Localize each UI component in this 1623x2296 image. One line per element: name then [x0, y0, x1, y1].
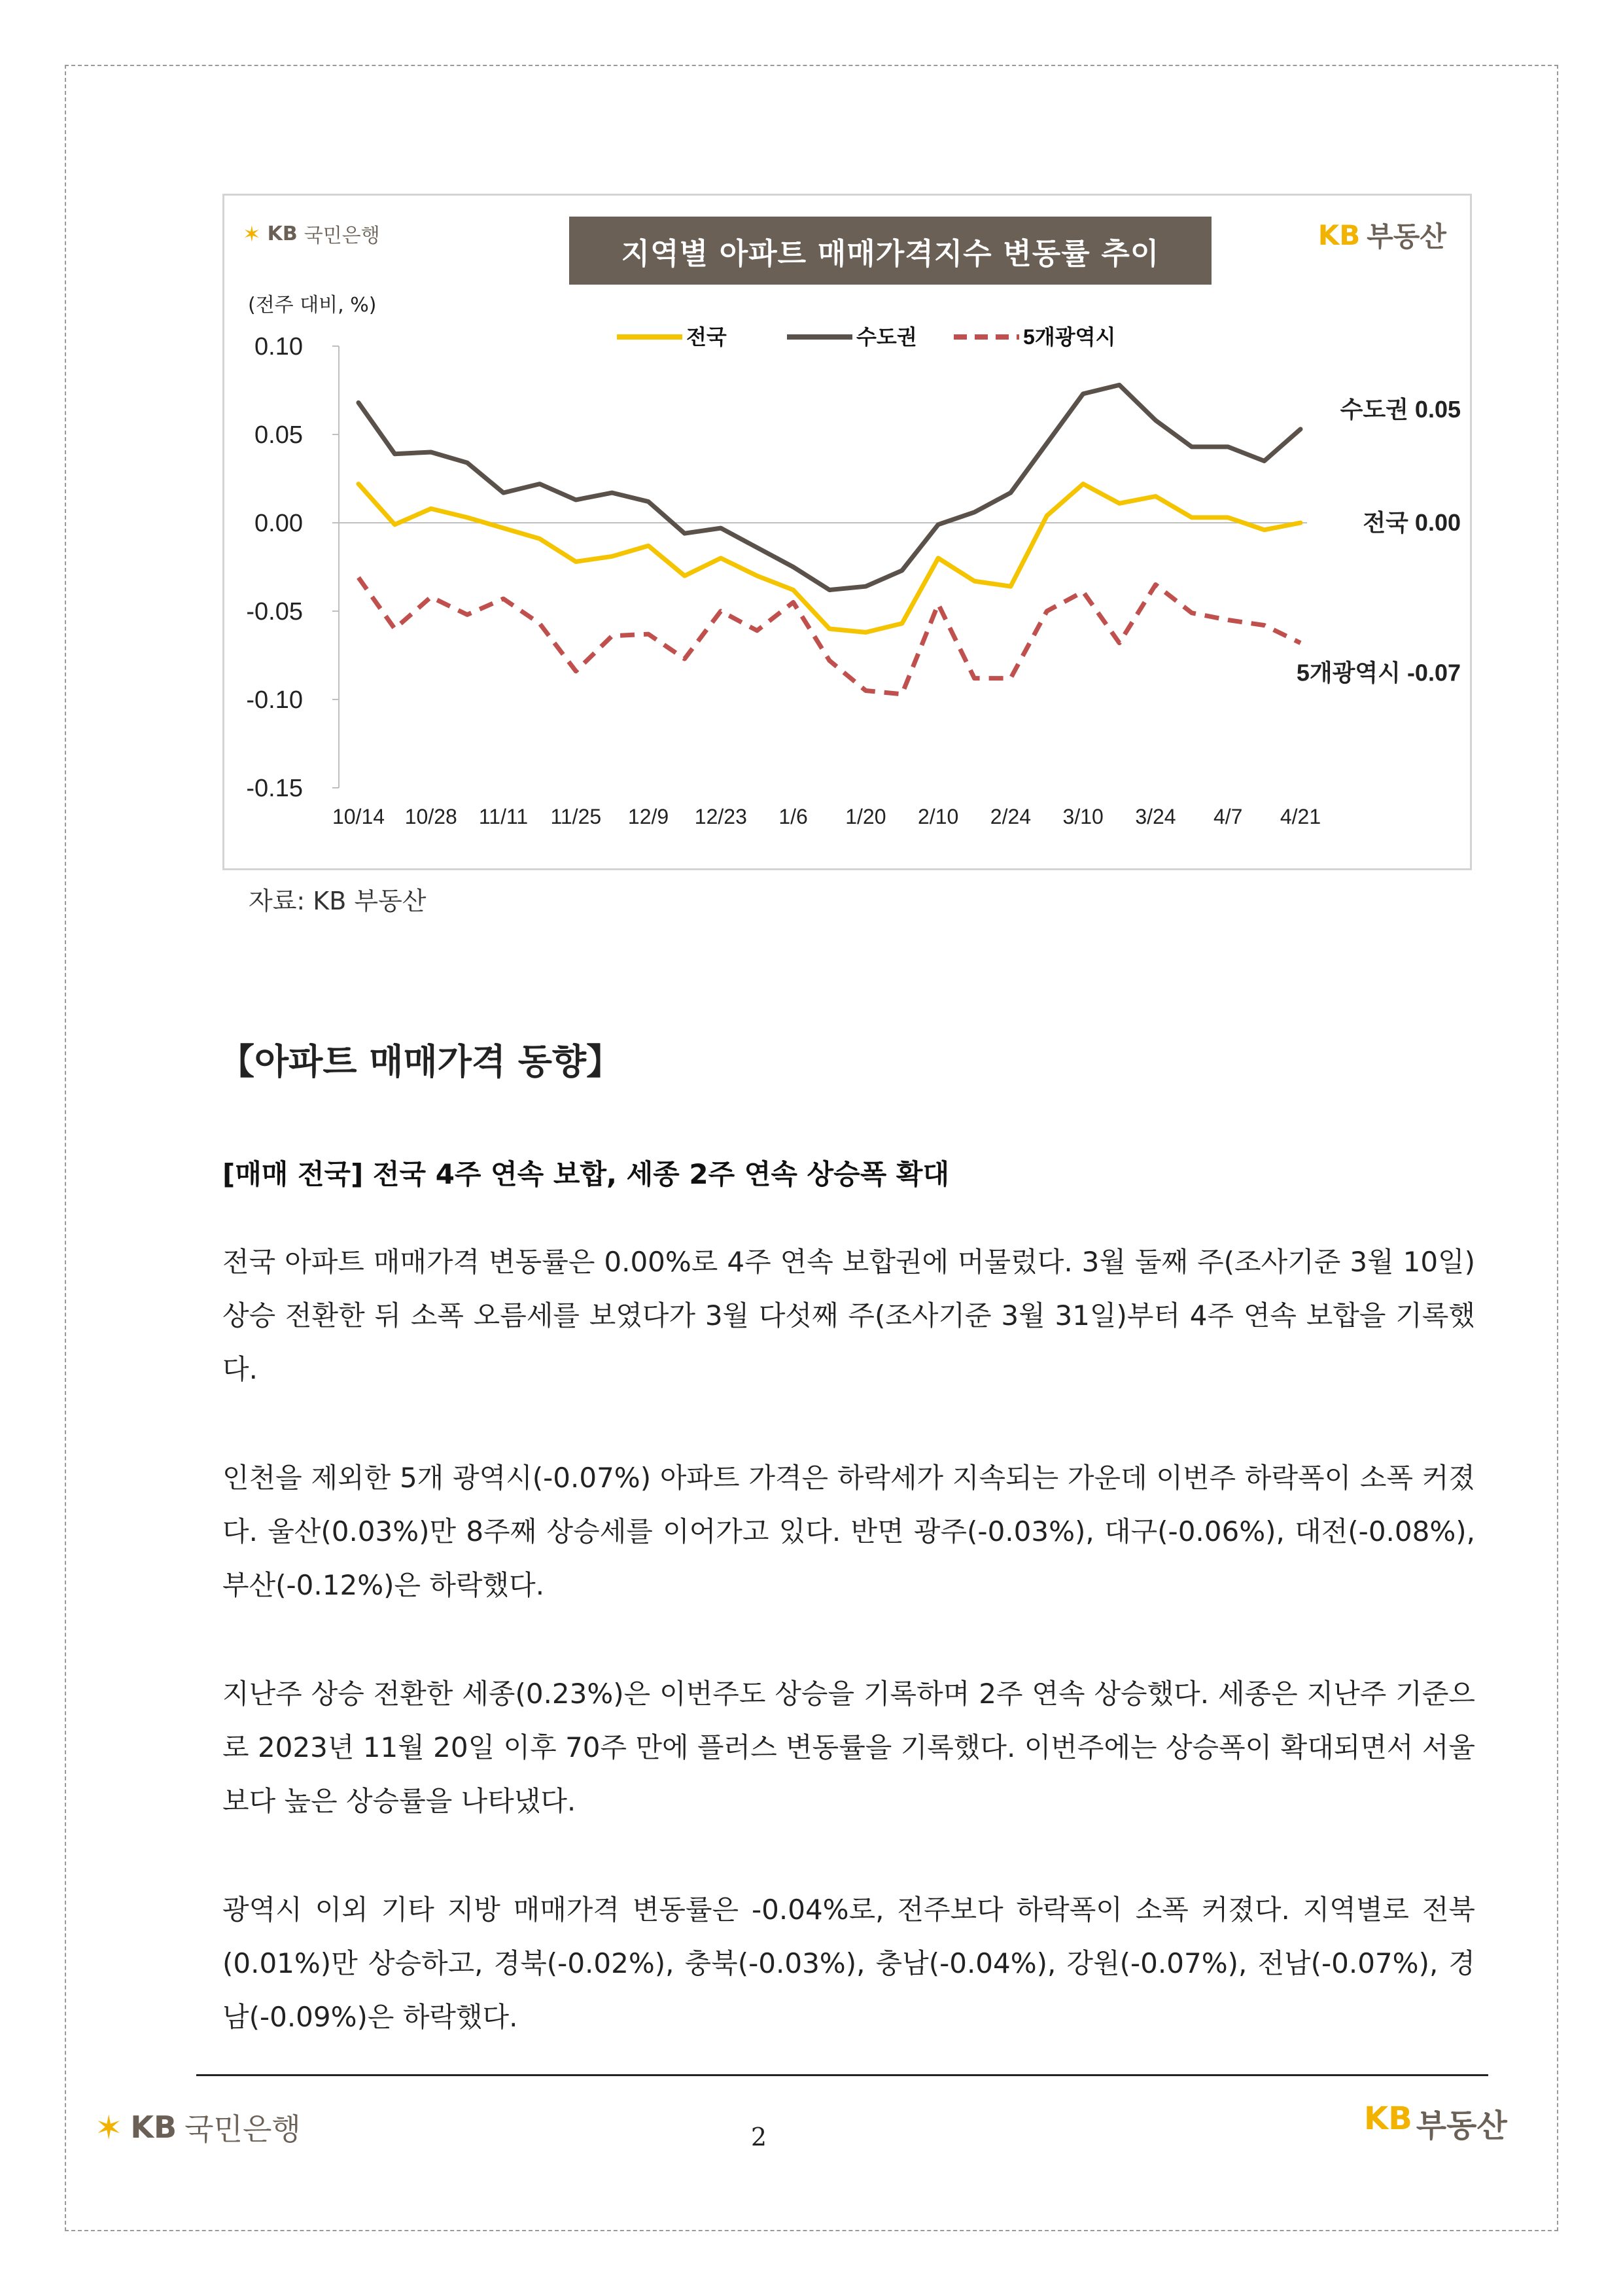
source-note: 자료: KB 부동산 [249, 887, 427, 915]
chart-land-logo [1318, 215, 1446, 255]
x-tick-label: 2/24 [990, 805, 1032, 828]
paragraph-2: 인천을 제외한 5개 광역시(-0.07%) 아파트 가격은 하락세가 지속되는 가운데 이번주 하락폭이 소폭 커졌다. 울산(0.03%)만 8주째 상승세를 이어가고 있다. 반면 광주(-0.03%), 대구(-0.06%), 대전(-0.08%), 부산(-0.12%)은 하락했다. [222, 1462, 1475, 1601]
end-label: 전국 0.00 [1363, 509, 1461, 536]
subtitle: [매매 전국] 전국 4주 연속 보합, 세종 2주 연속 상승폭 확대 [222, 1158, 950, 1190]
x-tick-label: 3/24 [1135, 805, 1176, 828]
y-axis-unit-label: (전주 대비, %) [248, 294, 377, 317]
y-tick-label: -0.10 [246, 686, 303, 714]
end-label: 수도권 0.05 [1340, 395, 1461, 423]
x-tick-label: 10/28 [404, 805, 457, 828]
y-tick-label: 0.05 [254, 421, 303, 449]
footer-bank-logo [95, 2106, 301, 2149]
kb-star-icon: ✶ [243, 221, 261, 247]
x-tick-label: 11/11 [478, 805, 529, 828]
footer-divider [196, 2074, 1488, 2076]
series-line-3 [358, 578, 1300, 694]
footer-bank-kb: KB [130, 2110, 177, 2145]
chart-container [222, 194, 1472, 870]
paragraph-1: 전국 아파트 매매가격 변동률은 0.00%로 4주 연속 보합권에 머물렀다. 3월 둘째 주(조사기준 3월 10일) 상승 전환한 뒤 소폭 오름세를 보였다가 3월 다섯째 주(조사기준 3월 31일)부터 4주 연속 보합을 기록했다. [222, 1246, 1475, 1385]
x-tick-label: 1/20 [845, 805, 886, 828]
chart-bank-logo-kb: KB [267, 222, 298, 245]
x-tick-label: 2/10 [918, 805, 959, 828]
chart-land-logo-name: 부동산 [1367, 221, 1446, 253]
section-title: 【아파트 매매가격 동향】 [219, 1041, 622, 1082]
x-tick-label: 4/21 [1280, 805, 1321, 828]
x-tick-label: 4/7 [1213, 805, 1243, 828]
paragraph-4: 광역시 이외 기타 지방 매매가격 변동률은 -0.04%로, 전주보다 하락폭이 소폭 커졌다. 지역별로 전북(0.01%)만 상승하고, 경북(-0.02%), 충북(-0.03%), 충남(-0.04%), 강원(-0.07%), 전남(-0.07%), 경남(-0.09%)은 하락했다. [222, 1894, 1475, 2033]
footer-land-logo [1364, 2100, 1507, 2146]
x-tick-label: 11/25 [550, 805, 602, 828]
chart-title: 지역별 아파트 매매가격지수 변동률 추이 [569, 217, 1212, 285]
chart-bank-logo-name: 국민은행 [304, 224, 380, 247]
y-tick-label: -0.05 [246, 598, 303, 626]
line-chart [224, 196, 1470, 868]
y-tick-label: 0.00 [254, 510, 303, 537]
y-tick-label: -0.15 [246, 775, 303, 802]
end-label: 5개광역시 -0.07 [1296, 659, 1461, 686]
footer-land-kb: KB [1364, 2100, 1412, 2137]
footer-bank-name: 국민은행 [184, 2111, 301, 2147]
chart-land-logo-kb: KB [1318, 219, 1361, 251]
page-number: 2 [750, 2123, 767, 2151]
paragraph-3: 지난주 상승 전환한 세종(0.23%)은 이번주도 상승을 기록하며 2주 연속 상승했다. 세종은 지난주 기준으로 2023년 11월 20일 이후 70주 만에 플러스 변동률을 기록했다. 이번주에는 상승폭이 확대되면서 서울보다 높은 상승률을 나타냈다. [222, 1678, 1475, 1817]
legend-label-2: 수도권 [856, 325, 917, 349]
x-tick-label: 12/9 [627, 805, 669, 828]
x-tick-label: 12/23 [694, 805, 747, 828]
x-tick-label: 3/10 [1062, 805, 1104, 828]
legend-label-1: 전국 [686, 325, 727, 349]
x-tick-label: 10/14 [332, 805, 385, 828]
footer-land-name: 부동산 [1416, 2108, 1507, 2144]
series-line-1 [358, 484, 1300, 633]
y-tick-label: 0.10 [254, 333, 303, 361]
x-tick-label: 1/6 [778, 805, 808, 828]
legend-label-3: 5개광역시 [1023, 325, 1116, 349]
series-line-2 [358, 385, 1300, 590]
footer-kb-star-icon: ✶ [95, 2108, 123, 2147]
chart-bank-logo [243, 219, 380, 248]
